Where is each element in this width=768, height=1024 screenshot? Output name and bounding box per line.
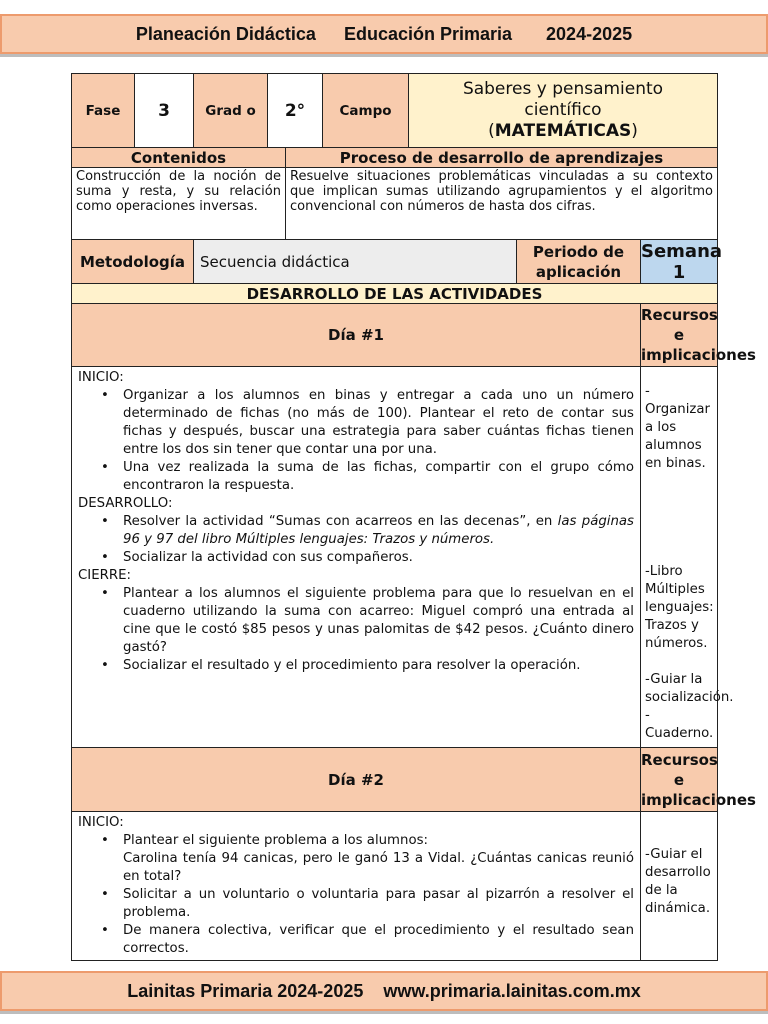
semana-value: Semana 1	[641, 240, 723, 283]
list-item: • Organizar a los alumnos en binas y entregar a cada uno un número determinado de fichas (no más de 100). Plantear el reto de contar sus fichas y después, buscar una estrategia para saber cuántas fichas tienen entre los dos sin tener que contar una por una.	[78, 387, 634, 459]
fase-value: 3	[135, 74, 194, 148]
recurso-cierre-1: -Guiar la socialización.	[645, 672, 734, 705]
metodologia-label: Metodología	[72, 240, 194, 284]
campo-subject: MATEMÁTICAS	[494, 121, 632, 141]
contenido-text: Construcción de la noción de suma y resta, y su relación como operaciones inversas.	[72, 168, 286, 240]
footer-url[interactable]: www.primaria.lainitas.com.mx	[383, 980, 641, 1001]
day1-recursos	[641, 367, 734, 748]
recurso-cierre-2: -Cuaderno.	[645, 708, 714, 741]
day1-title: Día #1	[72, 304, 641, 367]
grado-label: Grad o	[194, 74, 268, 148]
day2-activities	[72, 812, 641, 961]
footer-name: Lainitas Primaria 2024-2025	[127, 980, 364, 1001]
day1-desarrollo-list	[78, 513, 634, 567]
list-item: • De manera colectiva, verificar que el procedimiento y el resultado sean correctos.	[78, 922, 634, 958]
list-item: • Solicitar a un voluntario o voluntaria para pasar al pizarrón a resolver el problema.	[78, 886, 634, 922]
proceso-text: Resuelve situaciones problemáticas vinculadas a su contexto que implican sumas utilizando agrupamientos y el algoritmo convencional con números de hasta dos cifras.	[286, 168, 718, 240]
recurso-inicio: -Organizar a los alumnos en binas.	[645, 384, 711, 471]
campo-line-2: científico	[524, 100, 602, 120]
list-item: • Una vez realizada la suma de las fichas, compartir con el grupo cómo encontraron la respuesta.	[78, 459, 634, 495]
campo-value: Saberes y pensamiento científico (MATEMÁTICAS)	[409, 74, 718, 148]
list-item: • Plantear el siguiente problema a los alumnos: Carolina tenía 94 canicas, pero le ganó 13 a Vidal. ¿Cuántas canicas reunió en total?	[78, 832, 634, 886]
day1-cierre-list	[78, 585, 634, 675]
periodo-label: Periodo de aplicación	[517, 240, 641, 284]
day1-cierre-label: CIERRE:	[78, 568, 131, 583]
header-banner	[0, 14, 768, 54]
day2-title: Día #2	[72, 748, 641, 812]
list-item: • Socializar el resultado y el procedimiento para resolver la operación.	[78, 657, 634, 675]
day1-inicio-list	[78, 387, 634, 495]
day1-desarrollo-label: DESARROLLO:	[78, 496, 173, 511]
grado-value: 2°	[268, 74, 323, 148]
section-title: DESARROLLO DE LAS ACTIVIDADES	[72, 284, 718, 304]
list-item: • Plantear a los alumnos el siguiente problema para que lo resuelvan en el cuaderno utilizando la suma con acarreo: Miguel compró una entrada al cine que le costó $85 pesos y unas palomitas de $42 pesos. ¿Cuánto dinero gastó?	[78, 585, 634, 657]
day2-inicio-label: INICIO:	[78, 815, 124, 830]
header-level: Educación Primaria	[343, 23, 513, 44]
day2-inicio-list	[78, 832, 634, 958]
header-title: Planeación Didáctica	[135, 23, 316, 44]
day1-activities	[72, 367, 641, 748]
day2-recursos-header: Recursos e implicaciones	[641, 748, 718, 812]
day1-inicio-label: INICIO:	[78, 370, 124, 385]
header-year: 2024-2025	[546, 23, 633, 44]
list-item: • Socializar la actividad con sus compañeros.	[78, 549, 634, 567]
book-reference: las páginas 96 y 97 del libro Múltiples lenguajes: Trazos y números.	[123, 514, 634, 547]
recurso-desarrollo: -Libro Múltiples lenguajes: Trazos y números.	[645, 564, 714, 651]
list-item: • Resolver la actividad “Sumas con acarreos en las decenas”, en las páginas 96 y 97 del libro Múltiples lenguajes: Trazos y números.	[78, 513, 634, 549]
proceso-header: Proceso de desarrollo de aprendizajes	[286, 148, 718, 168]
day1-recursos-header: Recursos e implicaciones	[641, 304, 718, 367]
campo-label: Campo	[323, 74, 409, 148]
problem-text: Carolina tenía 94 canicas, pero le ganó 13 a Vidal. ¿Cuántas canicas reunió en total?	[123, 851, 634, 884]
recurso-day2: -Guiar el desarrollo de la dinámica.	[645, 847, 711, 916]
day2-recursos	[641, 812, 718, 961]
planning-table	[71, 73, 756, 961]
contenidos-header: Contenidos	[72, 148, 286, 168]
fase-label: Fase	[72, 74, 135, 148]
metodologia-value: Secuencia didáctica	[194, 240, 517, 284]
footer-banner	[0, 971, 768, 1011]
campo-line-1: Saberes y pensamiento	[462, 79, 664, 99]
